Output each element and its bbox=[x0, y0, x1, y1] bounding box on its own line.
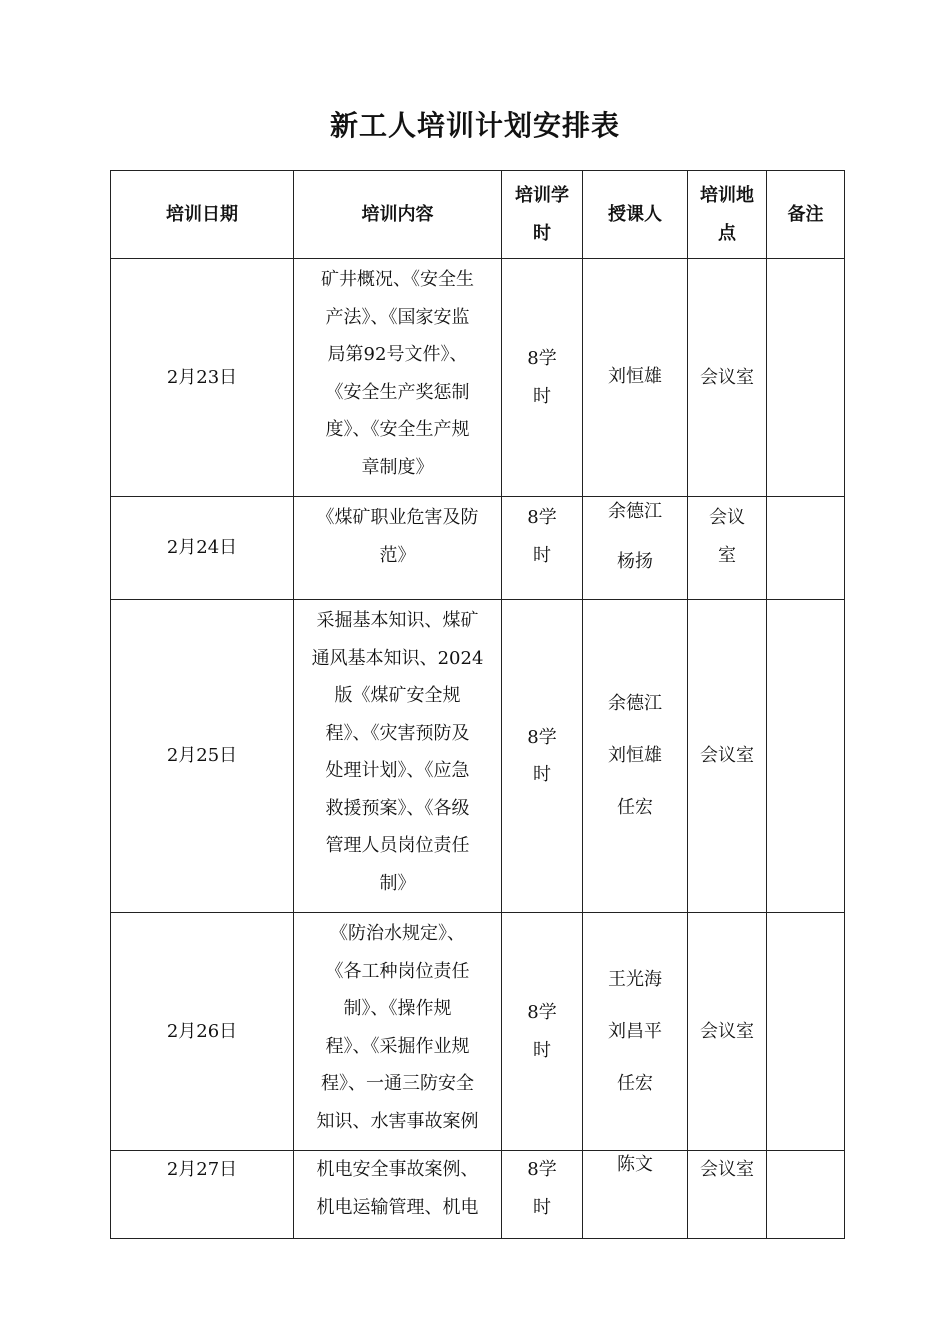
header-remarks: 备注 bbox=[767, 171, 845, 259]
table-row bbox=[111, 600, 845, 913]
table-row bbox=[111, 913, 845, 1151]
header-teacher: 授课人 bbox=[583, 171, 688, 259]
cell-content: 《防治水规定》、 《各工种岗位责任 制》、《操作规 程》、《采掘作业规 程》、一通三防安全 知识、水害事故案例 bbox=[294, 913, 502, 1151]
cell-date: 2月23日 bbox=[111, 259, 294, 497]
cell-date: 2月27日 bbox=[111, 1151, 294, 1239]
header-date: 培训日期 bbox=[111, 171, 294, 259]
header-content: 培训内容 bbox=[294, 171, 502, 259]
cell-date: 2月24日 bbox=[111, 497, 294, 600]
cell-hours: 8学 时 bbox=[502, 259, 583, 497]
teacher-name: 任宏 bbox=[617, 797, 653, 818]
cell-teacher bbox=[583, 600, 688, 913]
teacher-name: 王光海 bbox=[608, 968, 662, 990]
teacher-name: 余德江 bbox=[608, 693, 662, 714]
cell-location: 会议室 bbox=[688, 1151, 767, 1239]
teacher-name: 任宏 bbox=[617, 1072, 653, 1094]
table-row bbox=[111, 497, 845, 600]
teacher-name: 余德江 bbox=[608, 501, 662, 522]
cell-location: 会议 室 bbox=[688, 497, 767, 600]
cell-remarks bbox=[767, 913, 845, 1151]
teacher-name: 陈文 bbox=[617, 1154, 653, 1175]
cell-teacher bbox=[583, 1151, 688, 1239]
cell-remarks bbox=[767, 600, 845, 913]
cell-remarks bbox=[767, 259, 845, 497]
cell-teacher bbox=[583, 259, 688, 497]
page-title: 新工人培训计划安排表 bbox=[329, 109, 620, 142]
cell-location: 会议室 bbox=[688, 913, 767, 1151]
cell-teacher bbox=[583, 497, 688, 600]
training-schedule-table bbox=[110, 170, 845, 1239]
table-header-row bbox=[111, 171, 845, 259]
cell-remarks bbox=[767, 497, 845, 600]
header-hours: 培训学 时 bbox=[502, 171, 583, 259]
teacher-name: 刘昌平 bbox=[608, 1020, 662, 1042]
cell-hours: 8学 时 bbox=[502, 497, 583, 600]
cell-hours: 8学 时 bbox=[502, 1151, 583, 1239]
cell-date: 2月26日 bbox=[111, 913, 294, 1151]
cell-content: 矿井概况、《安全生 产法》、《国家安监 局第92号文件》、 《安全生产奖惩制 度》、《安全生产规 章制度》 bbox=[294, 259, 502, 497]
table-row bbox=[111, 1151, 845, 1239]
cell-date: 2月25日 bbox=[111, 600, 294, 913]
teacher-name: 刘恒雄 bbox=[608, 745, 662, 766]
cell-content: 采掘基本知识、煤矿 通风基本知识、2024 版《煤矿安全规 程》、《灾害预防及 处理计划》、《应急 救援预案》、《各级 管理人员岗位责任 制》 bbox=[294, 600, 502, 913]
table-row bbox=[111, 259, 845, 497]
cell-hours: 8学 时 bbox=[502, 913, 583, 1151]
cell-remarks bbox=[767, 1151, 845, 1239]
cell-hours: 8学 时 bbox=[502, 600, 583, 913]
cell-content: 机电安全事故案例、 机电运输管理、机电 bbox=[294, 1151, 502, 1239]
cell-location: 会议室 bbox=[688, 259, 767, 497]
cell-content: 《煤矿职业危害及防 范》 bbox=[294, 497, 502, 600]
teacher-name: 杨扬 bbox=[617, 551, 653, 572]
cell-teacher bbox=[583, 913, 688, 1151]
cell-location: 会议室 bbox=[688, 600, 767, 913]
teacher-name: 刘恒雄 bbox=[608, 365, 662, 387]
header-location: 培训地 点 bbox=[688, 171, 767, 259]
